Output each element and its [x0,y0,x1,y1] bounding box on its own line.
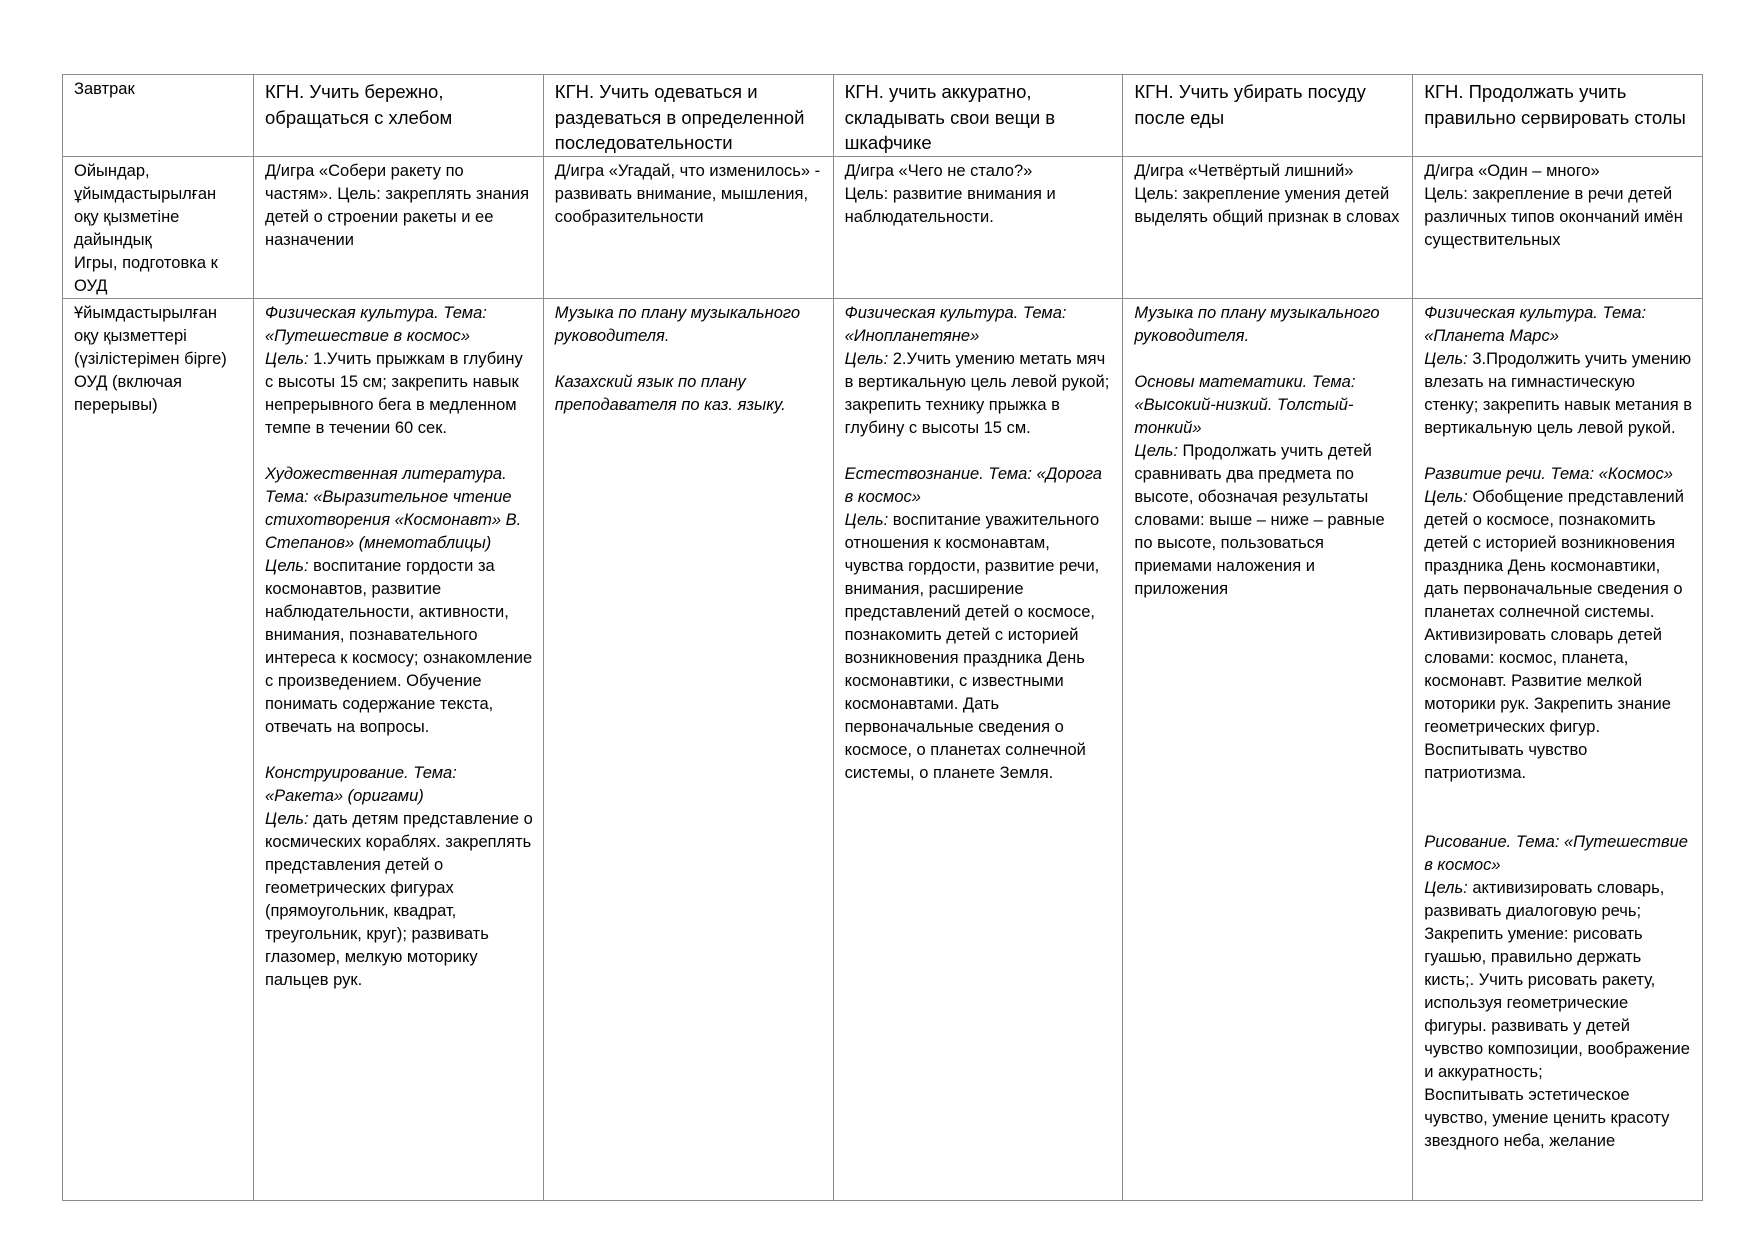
day-1-cell [254,298,544,1200]
paragraph-gap [1134,348,1403,371]
paragraph-gap [1424,440,1693,463]
goal-label: Цель: [844,510,889,529]
topic-heading [555,302,824,348]
topic-heading [845,302,1114,348]
paragraph-gap [1424,785,1693,808]
cell-paragraph [265,348,534,440]
day-2-cell [543,75,833,157]
goal-label: Цель: [265,349,309,368]
cell-text: Д/игра «Чего не стало?» [844,161,1033,180]
breakfast-row [63,75,1703,157]
topic-heading [265,302,534,348]
topic-text: Конструирование. Тема: «Ракета» (оригами) [265,763,457,805]
paragraph-text: Закрепить умение: рисовать гуашью, правильно держать кисть;. Учить рисовать ракету, используя геометрические фигуры. развивать у детей чувство композиции, воображение и аккуратность; [1424,924,1690,1081]
paragraph-gap [1424,808,1693,831]
cell-text: Д/игра «Четвёртый лишний» [1134,161,1354,180]
paragraph-text: Обобщение представлений детей о космосе, познакомить детей с историей возникновения праздника День космонавтики, дать первоначальные сведения о планетах солнечной системы. Активизировать словарь детей словами: космос, планета, космонавт. Развитие мелкой моторики рук. Закрепить знание геометрических фигур. Воспитывать чувство патриотизма. [1424,487,1684,782]
goal-label: Цель: [1424,487,1468,506]
day-2-cell [543,156,833,298]
day-4-cell [1123,156,1413,298]
row-label-line: Ойындар, ұйымдастырылған оқу қызметіне дайындық [74,161,217,249]
day-4-cell [1123,75,1413,157]
cell-paragraph [1424,1084,1693,1153]
weekly-plan-table [62,74,1703,1201]
paragraph-text: воспитание гордости за космонавтов, развитие наблюдательности, активности, внимания, познавательного интереса к космосу; ознакомление с произведением. Обучение понимать содержание текста, отвечать на вопросы. [265,556,533,736]
row-label-cell [63,75,254,157]
paragraph-text: 2.Учить умению метать мяч в вертикальную цель левой рукой; закрепить технику прыжка в глубину с высоты 15 см. [844,349,1110,437]
games-row [63,156,1703,298]
cell-paragraph [1424,348,1693,440]
goal-label: Цель: [265,556,309,575]
cell-paragraph [845,509,1114,785]
paragraph-text: 3.Продолжить учить умению влезать на гимнастическую стенку; закрепить навык метания в вертикальную цель левой рукой. [1424,349,1692,437]
paragraph-gap [265,440,534,463]
day-2-cell [543,298,833,1200]
day-3-cell [833,156,1123,298]
topic-text: Казахский язык по плану преподавателя по каз. языку. [554,372,786,414]
paragraph-text: воспитание уважительного отношения к космонавтам, чувства гордости, развитие речи, внимания, расширение представлений детей о космосе, познакомить детей с историей возникновения праздника День космонавтики, с известными космонавтами. Дать первоначальные сведения о космосе, о планетах солнечной системы, о планете Земля. [844,510,1100,782]
row-label-cell [63,298,254,1200]
day-5-cell [1413,298,1703,1200]
cell-text: КГН. учить аккуратно, складывать свои вещи в шкафчике [844,81,1056,153]
cell-paragraph [845,348,1114,440]
topic-text: Физическая культура. Тема: «Путешествие в космос» [265,303,487,345]
row-label-line: Ұйымдастырылған оқу қызметтері (үзілістерімен бірге) [74,303,227,368]
cell-paragraph [1424,923,1693,1084]
cell-paragraph [265,555,534,739]
cell-paragraph [1134,440,1403,601]
goal-label: Цель: [844,349,889,368]
topic-heading [845,463,1114,509]
cell-paragraph [1424,877,1693,923]
topic-text: Художественная литература. Тема: «Выразительное чтение стихотворения «Космонавт» В. Степанов» (мнемотаблицы) [265,464,522,552]
day-1-cell [254,156,544,298]
topic-heading [265,463,534,555]
topic-text: Музыка по плану музыкального руководителя. [1134,303,1380,345]
cell-text: Д/игра «Один – много» [1424,161,1600,180]
paragraph-text: дать детям представление о космических кораблях. закреплять представления детей о геометрических фигурах (прямоугольник, квадрат, треугольник, круг); развивать глазомер, мелкую моторику пальцев рук. [265,809,533,989]
topic-heading [555,371,824,417]
goal-label: Цель: [1134,441,1178,460]
goal-label: Цель: [265,809,309,828]
topic-heading [1424,463,1693,486]
cell-text: КГН. Продолжать учить правильно сервировать столы [1424,81,1686,128]
cell-text: Д/игра «Угадай, что изменилось» - развивать внимание, мышления, сообразительности [554,161,821,226]
cell-text: Д/игра «Собери ракету по частям». Цель: закреплять знания детей о строении ракеты и ее назначении [265,161,530,249]
day-5-cell [1413,75,1703,157]
topic-heading [1134,371,1403,440]
topic-text: Физическая культура. Тема: «Планета Марс» [1424,303,1647,345]
topic-text: Физическая культура. Тема: «Инопланетяне» [844,303,1067,345]
cell-text: Цель: развитие внимания и наблюдательности. [844,184,1056,226]
cell-text: КГН. Учить бережно, обращаться с хлебом [265,81,453,128]
paragraph-text: Воспитывать эстетическое чувство, умение ценить красоту звездного неба, желание [1424,1085,1670,1150]
topic-text: Музыка по плану музыкального руководителя. [554,303,800,345]
plan-table-body [63,75,1703,1201]
activities-row [63,298,1703,1200]
topic-heading [1424,302,1693,348]
cell-text: КГН. Учить убирать посуду после еды [1134,81,1366,128]
topic-text: Рисование. Тема: «Путешествие в космос» [1424,832,1688,874]
topic-heading [265,762,534,808]
row-label-line: Игры, подготовка к ОУД [74,253,218,295]
cell-paragraph [265,808,534,992]
cell-text: Цель: закрепление умения детей выделять общий признак в словах [1134,184,1400,226]
topic-text: Естествознание. Тема: «Дорога в космос» [844,464,1102,506]
topic-heading [1134,302,1403,348]
paragraph-gap [265,739,534,762]
day-3-cell [833,298,1123,1200]
paragraph-gap [845,440,1114,463]
day-1-cell [254,75,544,157]
paragraph-text: Продолжать учить детей сравнивать два предмета по высоте, обозначая результаты словами: выше – ниже – равные по высоте, пользоваться приемами наложения и приложения [1134,441,1385,598]
goal-label: Цель: [1424,349,1468,368]
paragraph-gap [555,348,824,371]
topic-text: Развитие речи. Тема: «Космос» [1424,464,1673,483]
cell-paragraph [1424,486,1693,785]
cell-text: Цель: закрепление в речи детей различных типов окончаний имён существительных [1424,184,1683,249]
paragraph-text: активизировать словарь, развивать диалоговую речь; [1424,878,1665,920]
cell-text: КГН. Учить одеваться и раздеваться в определенной последовательности [554,81,805,153]
row-label-cell [63,156,254,298]
paragraph-text: 1.Учить прыжкам в глубину с высоты 15 см; закрепить навык непрерывного бега в медленном темпе в течении 60 сек. [265,349,523,437]
topic-text: Основы математики. Тема: «Высокий-низкий. Толстый-тонкий» [1134,372,1356,437]
row-label-line: ОУД (включая перерывы) [74,372,182,414]
row-label-line: Завтрак [74,80,135,98]
day-5-cell [1413,156,1703,298]
day-4-cell [1123,298,1413,1200]
topic-heading [1424,831,1693,877]
day-3-cell [833,75,1123,157]
goal-label: Цель: [1424,878,1468,897]
